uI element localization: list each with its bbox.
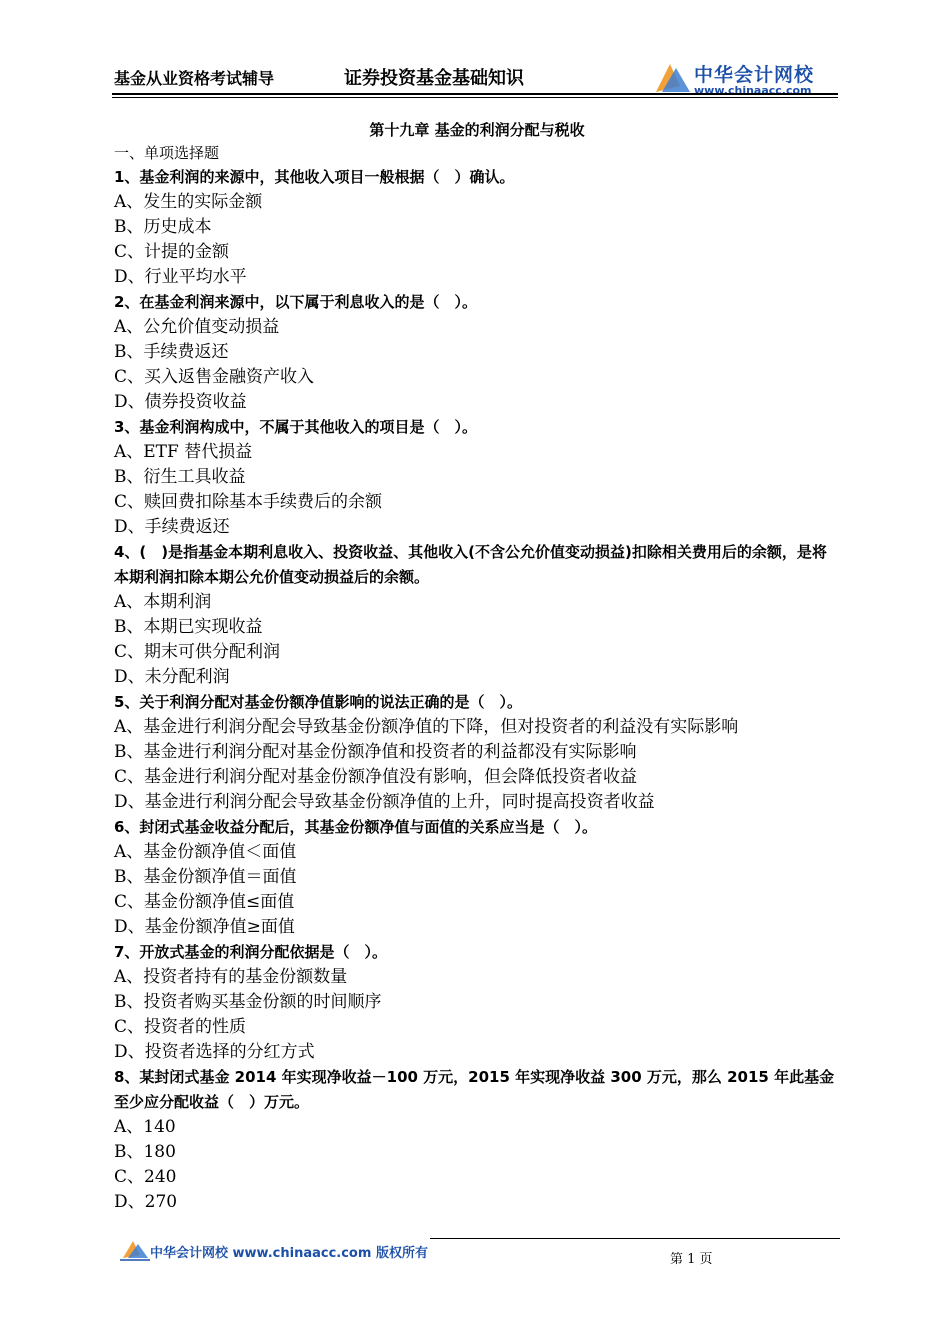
question-block [114,165,840,290]
option: B、历史成本 [114,217,212,237]
page-number: 第 1 页 [670,1252,713,1267]
question-block [114,540,840,690]
page-header [112,58,840,102]
option: C、240 [114,1167,177,1187]
option: B、投资者购买基金份额的时间顺序 [114,992,382,1012]
option: B、本期已实现收益 [114,617,263,637]
option: B、180 [114,1142,176,1162]
option: C、计提的金额 [114,242,230,262]
option: B、衍生工具收益 [114,467,246,487]
option: D、270 [114,1192,178,1212]
option: B、基金进行利润分配对基金份额净值和投资者的利益都没有实际影响 [114,742,637,762]
brand-logo [650,58,840,98]
option: C、买入返售金融资产收入 [114,367,315,387]
option: B、手续费返还 [114,342,229,362]
option: D、基金进行利润分配会导致基金份额净值的上升，同时提高投资者收益 [114,792,655,812]
option: A、公允价值变动损益 [114,317,280,337]
chapter-title: 第十九章 基金的利润分配与税收 [369,121,585,139]
question-block [114,415,840,540]
option: D、行业平均水平 [114,267,247,287]
header-divider [112,93,838,95]
question-stem: 8、某封闭式基金 2014 年实现净收益－100 万元，2015 年实现净收益 300 万元，那么 2015 年此基金至少应分配收益（ ）万元。 [114,1068,835,1111]
option: C、期末可供分配利润 [114,642,281,662]
question-block [114,290,840,415]
option: A、140 [114,1117,176,1137]
logo-triangle-icon [650,58,694,98]
document-body [114,119,840,1215]
option: C、基金进行利润分配对基金份额净值没有影响，但会降低投资者收益 [114,767,638,787]
option: A、本期利润 [114,592,212,612]
question-stem: 4、( )是指基金本期利息收入、投资收益、其他收入(不含公允价值变动损益)扣除相关费用后的余额，是将本期利润扣除本期公允价值变动损益后的余额。 [114,543,827,586]
question-block [114,690,840,815]
page-footer [112,1236,838,1266]
option: D、债券投资收益 [114,392,247,412]
option: B、基金份额净值＝面值 [114,867,297,887]
question-stem: 6、封闭式基金收益分配后，其基金份额净值与面值的关系应当是（ ）。 [114,818,597,836]
question-block [114,815,840,940]
header-exam-title: 基金从业资格考试辅导 [114,69,275,88]
option: A、基金份额净值＜面值 [114,842,297,862]
option: D、未分配利润 [114,667,230,687]
question-stem: 2、在基金利润来源中，以下属于利息收入的是（ ）。 [114,293,477,311]
logo-name: 中华会计网校 [694,64,815,86]
question-stem: 7、开放式基金的利润分配依据是（ ）。 [114,943,387,961]
option: D、手续费返还 [114,517,230,537]
question-block [114,940,840,1065]
option: A、投资者持有的基金份额数量 [114,967,348,987]
question-block [114,1065,840,1215]
footer-logo-icon [120,1238,150,1262]
header-divider-thin [112,97,838,98]
option: C、赎回费扣除基本手续费后的余额 [114,492,383,512]
question-stem: 5、关于利润分配对基金份额净值影响的说法正确的是（ ）。 [114,693,522,711]
option: A、ETF 替代损益 [114,442,253,462]
option: C、投资者的性质 [114,1017,247,1037]
option: D、基金份额净值≥面值 [114,917,295,937]
question-stem: 3、基金利润构成中，不属于其他收入的项目是（ ）。 [114,418,477,436]
option: C、基金份额净值≤面值 [114,892,295,912]
logo-url: www.chinaacc.com [694,84,812,97]
section-title: 一、单项选择题 [114,144,220,162]
header-subject-title: 证券投资基金基础知识 [344,68,524,89]
footer-copyright: 中华会计网校 www.chinaacc.com 版权所有 [150,1246,428,1261]
option: A、发生的实际金额 [114,192,263,212]
footer-divider [430,1238,840,1239]
option: A、基金进行利润分配会导致基金份额净值的下降，但对投资者的利益没有实际影响 [114,717,739,737]
option: D、投资者选择的分红方式 [114,1042,315,1062]
question-stem: 1、基金利润的来源中，其他收入项目一般根据（ ）确认。 [114,168,515,186]
